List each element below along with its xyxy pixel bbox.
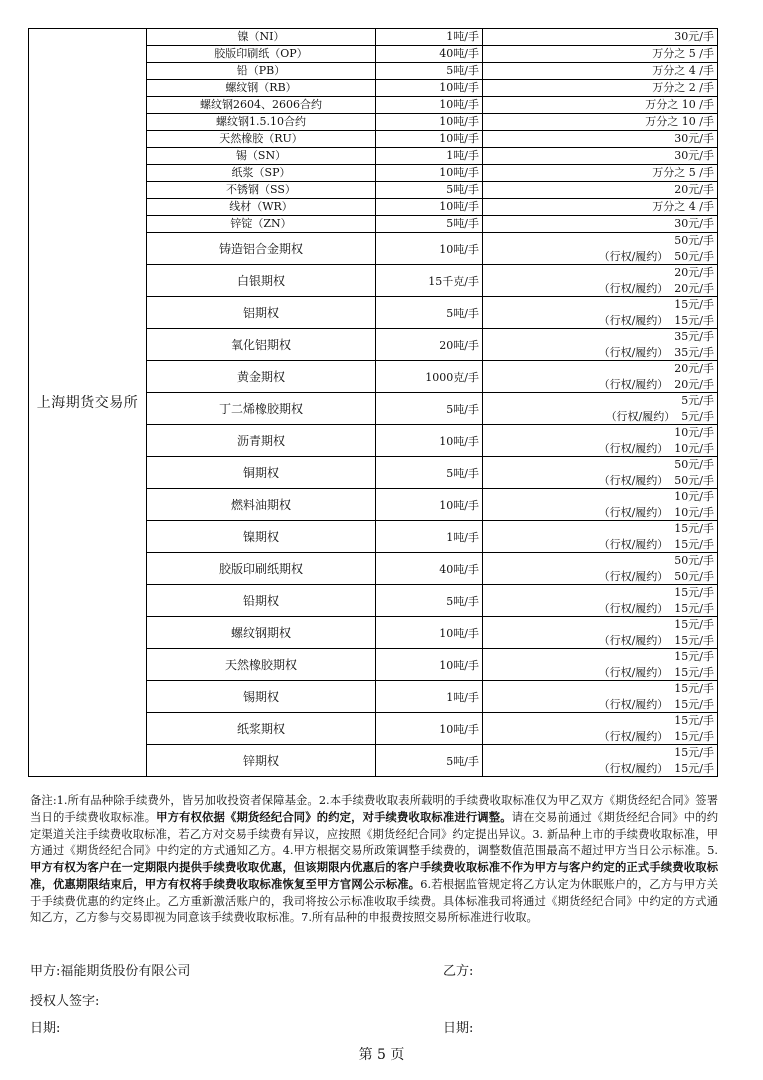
fee-cell: 20元/手	[483, 182, 718, 199]
exercise-label: （行权/履约）	[598, 570, 669, 583]
remark-bold-segment: 甲方有权为客户在一定期限内提供手续费收取优惠，但该期限内优惠后的客户手续费收取标准不作为甲方与客户约定的正式手续费收取标准，优惠期限结束后，甲方有权将手续费收取标准恢复至甲方官网公示标准。	[30, 860, 718, 892]
remark-segment: 6.若根据监管规定将乙方认定为休眠账户的，乙方与甲方关于手续费优惠的约定终止。乙方重新激活账户的，我司将按公示标准收取手续费。具体标准我司将通过《期货经纪合同》中约定的方式通知乙方，乙方参与交易即视为同意该手续费收取标准。7.所有品种的申报费按照交易所标准进行收取。	[30, 878, 718, 925]
unit-cell: 10吨/手	[376, 617, 483, 649]
option-fee-stack	[486, 617, 714, 648]
unit-cell: 1吨/手	[376, 148, 483, 165]
unit-cell: 5吨/手	[376, 457, 483, 489]
exercise-fee: 15元/手	[674, 602, 714, 615]
option-fee-cell	[483, 265, 718, 297]
option-fee-cell	[483, 713, 718, 745]
fee-cell: 万分之 4 /手	[483, 63, 718, 80]
page-number: 第 5 页	[358, 1047, 405, 1063]
trade-fee: 15元/手	[674, 682, 714, 695]
exercise-label: （行权/履约）	[598, 442, 669, 455]
option-product-cell: 纸浆期权	[147, 713, 376, 745]
option-fee-stack	[486, 745, 714, 776]
date-b-label: 日期:	[443, 1021, 474, 1036]
fee-cell: 30元/手	[483, 148, 718, 165]
trade-fee: 50元/手	[674, 234, 714, 247]
fee-cell: 万分之 5 /手	[483, 46, 718, 63]
option-fee-stack	[486, 265, 714, 296]
exercise-label: （行权/履约）	[598, 762, 669, 775]
unit-cell: 10吨/手	[376, 713, 483, 745]
exercise-fee-line	[486, 441, 714, 456]
exercise-fee: 15元/手	[674, 634, 714, 647]
option-product-cell: 氧化铝期权	[147, 329, 376, 361]
option-fee-stack	[486, 457, 714, 488]
unit-cell: 10吨/手	[376, 80, 483, 97]
option-fee-cell	[483, 489, 718, 521]
option-fee-stack	[486, 521, 714, 552]
option-product-cell: 锡期权	[147, 681, 376, 713]
exercise-fee-line	[486, 665, 714, 680]
option-fee-cell	[483, 745, 718, 777]
exercise-fee-line	[486, 601, 714, 616]
option-product-cell: 丁二烯橡胶期权	[147, 393, 376, 425]
option-fee-stack	[486, 425, 714, 456]
exercise-label: （行权/履约）	[598, 698, 669, 711]
option-fee-stack	[486, 297, 714, 328]
option-product-cell: 胶版印刷纸期权	[147, 553, 376, 585]
exercise-label: （行权/履约）	[598, 378, 669, 391]
exercise-label: （行权/履约）	[598, 250, 669, 263]
exercise-fee-line	[486, 281, 714, 296]
fee-cell: 万分之 2 /手	[483, 80, 718, 97]
unit-cell: 10吨/手	[376, 114, 483, 131]
option-fee-cell	[483, 361, 718, 393]
unit-cell: 10吨/手	[376, 233, 483, 265]
exercise-label: （行权/履约）	[598, 538, 669, 551]
unit-cell: 15千克/手	[376, 265, 483, 297]
exercise-fee: 15元/手	[674, 314, 714, 327]
exercise-fee: 10元/手	[674, 506, 714, 519]
option-fee-cell	[483, 681, 718, 713]
trade-fee: 20元/手	[674, 266, 714, 279]
product-cell: 天然橡胶（RU）	[147, 131, 376, 148]
unit-cell: 10吨/手	[376, 131, 483, 148]
option-product-cell: 铅期权	[147, 585, 376, 617]
unit-cell: 1000克/手	[376, 361, 483, 393]
option-product-cell: 沥青期权	[147, 425, 376, 457]
exercise-label: （行权/履约）	[598, 634, 669, 647]
exercise-label: （行权/履约）	[598, 474, 669, 487]
exercise-fee: 15元/手	[674, 730, 714, 743]
remark-segment: 请在交易前通过《期货经纪合同》中的约定渠道关注手续费收取标准，若乙方对交易手续费有异议，应按照《期货经纪合同》约定提出异议。3. 新品种上市的手续费收取标准，甲方通过《期货经纪合同》中约定的方式通知乙方。4.甲方根据交易所政策调整手续费的，调整数值范围最高不超过甲方当日公示标准。5.	[30, 811, 718, 857]
product-cell: 铅（PB）	[147, 63, 376, 80]
product-cell: 螺纹钢2604、2606合约	[147, 97, 376, 114]
unit-cell: 5吨/手	[376, 585, 483, 617]
option-fee-stack	[486, 489, 714, 520]
product-cell: 纸浆（SP）	[147, 165, 376, 182]
option-fee-cell	[483, 649, 718, 681]
exercise-label: （行权/履约）	[598, 602, 669, 615]
exercise-fee: 15元/手	[674, 762, 714, 775]
unit-cell: 1吨/手	[376, 521, 483, 553]
trade-fee: 15元/手	[674, 714, 714, 727]
exercise-fee: 50元/手	[674, 570, 714, 583]
fee-cell: 万分之 10 /手	[483, 114, 718, 131]
unit-cell: 5吨/手	[376, 182, 483, 199]
trade-fee: 5元/手	[681, 394, 714, 407]
exercise-label: （行权/履约）	[598, 666, 669, 679]
trade-fee: 20元/手	[674, 362, 714, 375]
product-cell: 锌锭（ZN）	[147, 216, 376, 233]
trade-fee: 50元/手	[674, 554, 714, 567]
unit-cell: 20吨/手	[376, 329, 483, 361]
exercise-fee-line	[486, 409, 714, 424]
option-fee-cell	[483, 553, 718, 585]
unit-cell: 5吨/手	[376, 393, 483, 425]
option-fee-cell	[483, 457, 718, 489]
exercise-label: （行权/履约）	[598, 314, 669, 327]
party-b-label: 乙方:	[443, 964, 474, 979]
exercise-fee-line	[486, 697, 714, 712]
exercise-fee: 5元/手	[681, 410, 714, 423]
exercise-fee-line	[486, 537, 714, 552]
unit-cell: 10吨/手	[376, 199, 483, 216]
trade-fee: 15元/手	[674, 746, 714, 759]
option-fee-stack	[486, 713, 714, 744]
exercise-fee: 20元/手	[674, 282, 714, 295]
exercise-fee: 50元/手	[674, 474, 714, 487]
trade-fee: 15元/手	[674, 650, 714, 663]
option-fee-cell	[483, 233, 718, 265]
option-product-cell: 镍期权	[147, 521, 376, 553]
remarks-paragraph	[30, 793, 718, 926]
option-fee-cell	[483, 393, 718, 425]
option-fee-stack	[486, 681, 714, 712]
remark-bold-segment: 甲方有权依据《期货经纪合同》的约定，对手续费收取标准进行调整。	[156, 810, 512, 825]
option-fee-stack	[486, 553, 714, 584]
exercise-fee: 50元/手	[674, 250, 714, 263]
option-fee-stack	[486, 649, 714, 680]
party-a-label: 甲方:福能期货股份有限公司	[30, 964, 191, 979]
option-fee-cell	[483, 425, 718, 457]
unit-cell: 10吨/手	[376, 425, 483, 457]
unit-cell: 5吨/手	[376, 63, 483, 80]
product-cell: 线材（WR）	[147, 199, 376, 216]
remark-segment: 备注:1.所有品种除手续费外，皆另加收投资者保障基金。2.本手续费收取表所载明的手续费收取标准仅为甲乙双方《期货经纪合同》签署当日的手续费收取标准。	[30, 794, 718, 825]
fee-table	[28, 28, 718, 777]
option-fee-stack	[486, 585, 714, 616]
exercise-fee-line	[486, 633, 714, 648]
product-cell: 不锈钢（SS）	[147, 182, 376, 199]
exercise-fee-line	[486, 505, 714, 520]
trade-fee: 50元/手	[674, 458, 714, 471]
unit-cell: 40吨/手	[376, 553, 483, 585]
unit-cell: 1吨/手	[376, 29, 483, 46]
unit-cell: 5吨/手	[376, 745, 483, 777]
option-fee-stack	[486, 233, 714, 264]
product-cell: 镍（NI）	[147, 29, 376, 46]
option-product-cell: 燃料油期权	[147, 489, 376, 521]
fee-cell: 万分之 10 /手	[483, 97, 718, 114]
product-cell: 螺纹钢1.5.10合约	[147, 114, 376, 131]
trade-fee: 15元/手	[674, 522, 714, 535]
exercise-fee-line	[486, 249, 714, 264]
exercise-label: （行权/履约）	[605, 410, 676, 423]
product-cell: 锡（SN）	[147, 148, 376, 165]
unit-cell: 10吨/手	[376, 489, 483, 521]
unit-cell: 10吨/手	[376, 97, 483, 114]
exercise-fee: 15元/手	[674, 666, 714, 679]
fee-cell: 30元/手	[483, 131, 718, 148]
trade-fee: 15元/手	[674, 618, 714, 631]
unit-cell: 10吨/手	[376, 165, 483, 182]
option-fee-stack	[486, 329, 714, 360]
option-product-cell: 铝期权	[147, 297, 376, 329]
exercise-label: （行权/履约）	[598, 506, 669, 519]
option-product-cell: 黄金期权	[147, 361, 376, 393]
unit-cell: 40吨/手	[376, 46, 483, 63]
trade-fee: 10元/手	[674, 426, 714, 439]
fee-cell: 30元/手	[483, 216, 718, 233]
option-product-cell: 天然橡胶期权	[147, 649, 376, 681]
fee-cell: 万分之 5 /手	[483, 165, 718, 182]
date-a-label: 日期:	[30, 1021, 61, 1036]
fee-cell: 万分之 4 /手	[483, 199, 718, 216]
exercise-fee-line	[486, 377, 714, 392]
option-product-cell: 锌期权	[147, 745, 376, 777]
exercise-label: （行权/履约）	[598, 346, 669, 359]
authorized-signature-label: 授权人签字:	[30, 994, 100, 1009]
option-product-cell: 白银期权	[147, 265, 376, 297]
option-fee-stack	[486, 393, 714, 424]
unit-cell: 10吨/手	[376, 649, 483, 681]
exchange-name-cell: 上海期货交易所	[29, 29, 147, 777]
option-product-cell: 铸造铝合金期权	[147, 233, 376, 265]
exercise-fee-line	[486, 345, 714, 360]
exercise-fee-line	[486, 729, 714, 744]
exercise-fee: 35元/手	[674, 346, 714, 359]
option-fee-cell	[483, 521, 718, 553]
trade-fee: 10元/手	[674, 490, 714, 503]
unit-cell: 5吨/手	[376, 216, 483, 233]
exercise-fee-line	[486, 313, 714, 328]
option-fee-cell	[483, 585, 718, 617]
product-cell: 螺纹钢（RB）	[147, 80, 376, 97]
exercise-label: （行权/履约）	[598, 282, 669, 295]
option-product-cell: 螺纹钢期权	[147, 617, 376, 649]
option-fee-cell	[483, 329, 718, 361]
trade-fee: 15元/手	[674, 586, 714, 599]
unit-cell: 5吨/手	[376, 297, 483, 329]
option-fee-stack	[486, 361, 714, 392]
exercise-fee-line	[486, 761, 714, 776]
table-row	[29, 29, 718, 46]
exercise-fee: 10元/手	[674, 442, 714, 455]
option-product-cell: 铜期权	[147, 457, 376, 489]
unit-cell: 1吨/手	[376, 681, 483, 713]
option-fee-cell	[483, 617, 718, 649]
exercise-fee: 15元/手	[674, 698, 714, 711]
option-fee-cell	[483, 297, 718, 329]
trade-fee: 15元/手	[674, 298, 714, 311]
exercise-fee-line	[486, 473, 714, 488]
trade-fee: 35元/手	[674, 330, 714, 343]
exercise-label: （行权/履约）	[598, 730, 669, 743]
product-cell: 胶版印刷纸（OP）	[147, 46, 376, 63]
exercise-fee-line	[486, 569, 714, 584]
exercise-fee: 15元/手	[674, 538, 714, 551]
fee-cell: 30元/手	[483, 29, 718, 46]
exercise-fee: 20元/手	[674, 378, 714, 391]
